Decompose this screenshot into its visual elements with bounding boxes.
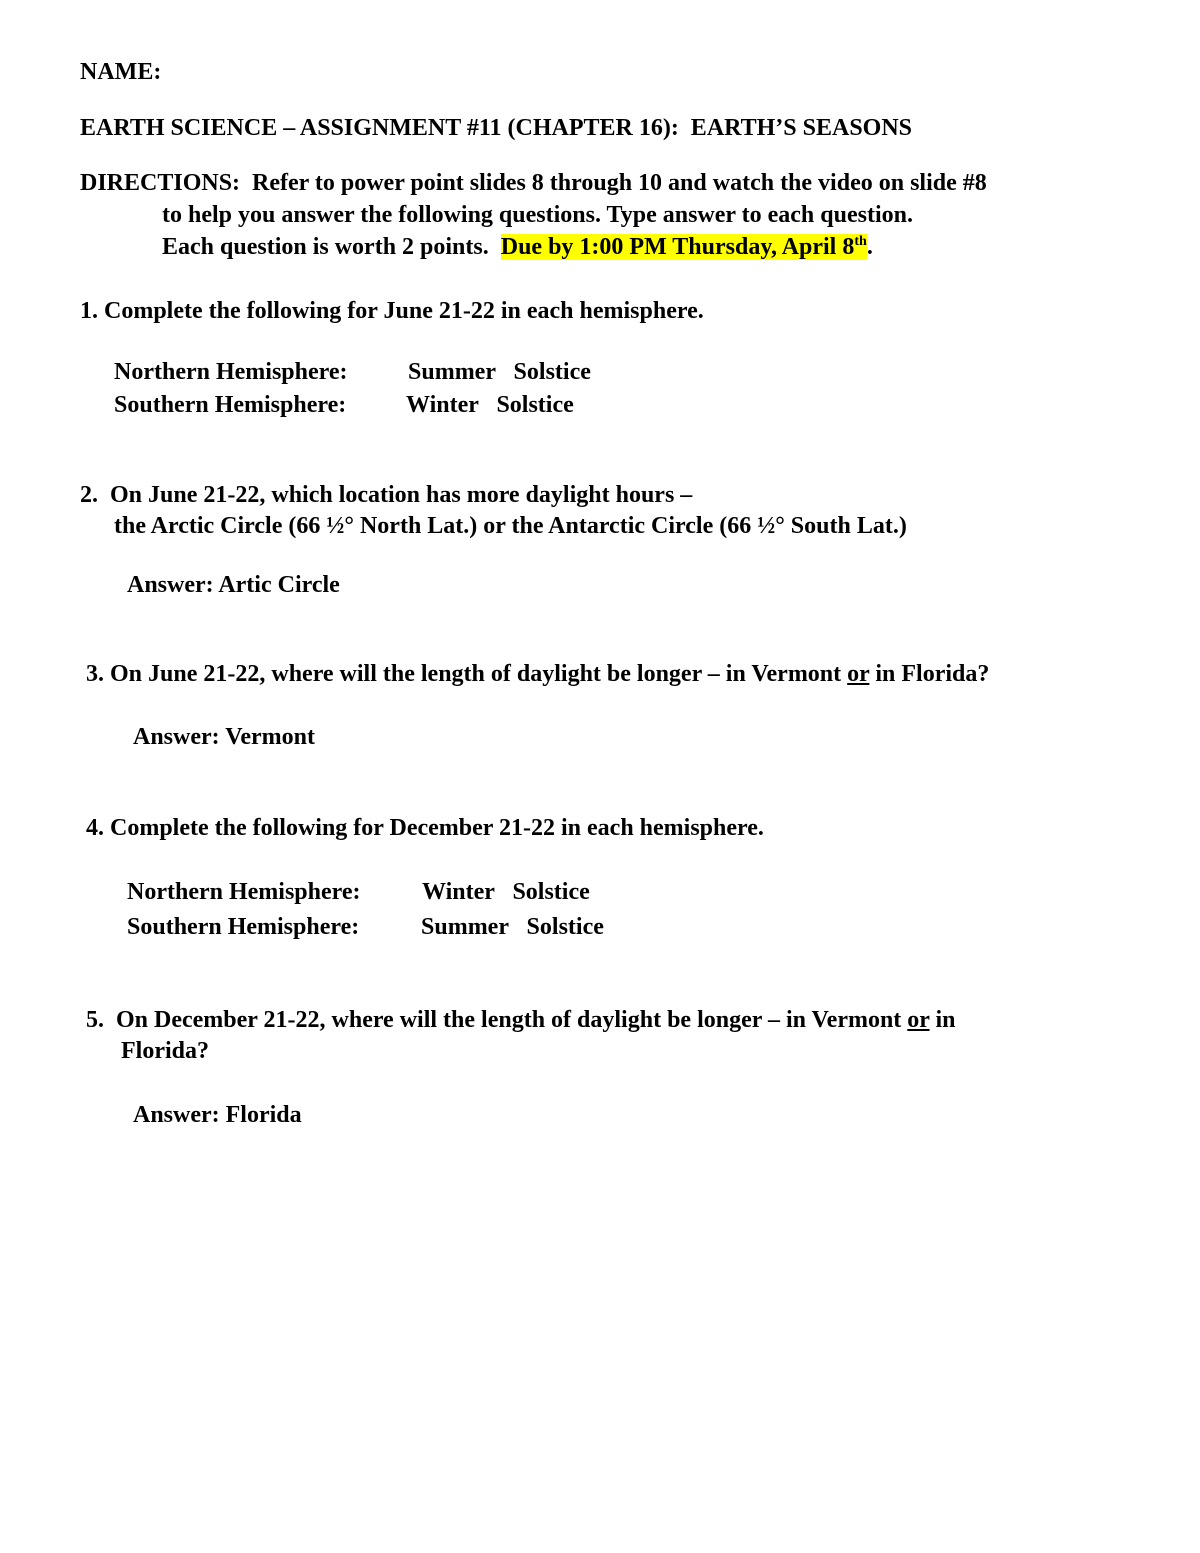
directions-text-3: Each question is worth 2 points. — [162, 234, 501, 260]
question-5-text-after: in — [929, 1007, 956, 1033]
q1-north-label: Northern Hemisphere: — [114, 359, 348, 385]
question-1-number: 1. — [80, 298, 98, 324]
question-4-text: Complete the following for December 21-22 in each hemisphere. — [110, 815, 764, 841]
question-4-number: 4. — [86, 815, 104, 841]
q1-north-answer: Summer Solstice — [408, 359, 591, 385]
due-date-text: Due by 1:00 PM Thursday, April 8 — [500, 234, 855, 260]
question-3-text-after: in Florida? — [869, 661, 990, 687]
due-date-highlight — [501, 234, 867, 260]
name-label: NAME: — [80, 59, 162, 85]
question-5-number: 5. — [86, 1007, 104, 1033]
question-2-line-2: the Arctic Circle (66 ½° North Lat.) or the Antarctic Circle (66 ½° South Lat.) — [114, 513, 907, 539]
question-3-number: 3. — [86, 661, 104, 687]
directions-line-2: to help you answer the following questions. Type answer to each question. — [162, 202, 913, 228]
q1-south-answer: Winter Solstice — [406, 392, 574, 418]
directions-text-1: Refer to power point slides 8 through 10 and watch the video on slide #8 — [240, 170, 987, 196]
question-1-text: Complete the following for June 21-22 in each hemisphere. — [104, 298, 704, 324]
q1-south-label: Southern Hemisphere: — [114, 392, 347, 418]
q4-north-answer: Winter Solstice — [422, 879, 590, 905]
directions-line-1 — [80, 169, 987, 197]
q4-north-row — [127, 878, 590, 906]
due-date-superscript: th — [854, 234, 867, 249]
question-1 — [80, 297, 704, 325]
question-5 — [86, 1006, 956, 1034]
due-date-end: . — [866, 234, 873, 260]
question-5-answer: Answer: Florida — [133, 1102, 302, 1128]
directions-line-3 — [162, 233, 873, 261]
q1-south-row — [114, 391, 574, 419]
question-5-text-before: On December 21-22, where will the length of daylight be longer – in Vermont — [116, 1007, 908, 1033]
question-4 — [86, 814, 764, 842]
question-5-or: or — [907, 1007, 930, 1033]
question-3-or: or — [847, 661, 870, 687]
question-2-answer: Answer: Artic Circle — [127, 572, 340, 598]
question-3 — [86, 660, 989, 688]
q4-north-label: Northern Hemisphere: — [127, 879, 361, 905]
question-3-text-before: On June 21-22, where will the length of daylight be longer – in Vermont — [110, 661, 848, 687]
question-3-answer: Answer: Vermont — [133, 724, 315, 750]
question-5-line-2: Florida? — [121, 1038, 209, 1064]
directions-label: DIRECTIONS: — [80, 170, 241, 196]
q4-south-row — [127, 913, 604, 941]
q1-north-row — [114, 358, 591, 386]
q4-south-label: Southern Hemisphere: — [127, 914, 360, 940]
assignment-title: EARTH SCIENCE – ASSIGNMENT #11 (CHAPTER 16): EARTH’S SEASONS — [80, 115, 913, 141]
question-2-number: 2. — [80, 482, 98, 508]
question-2 — [80, 481, 692, 509]
q4-south-answer: Summer Solstice — [421, 914, 604, 940]
question-2-line-1: On June 21-22, which location has more daylight hours – — [110, 482, 693, 508]
